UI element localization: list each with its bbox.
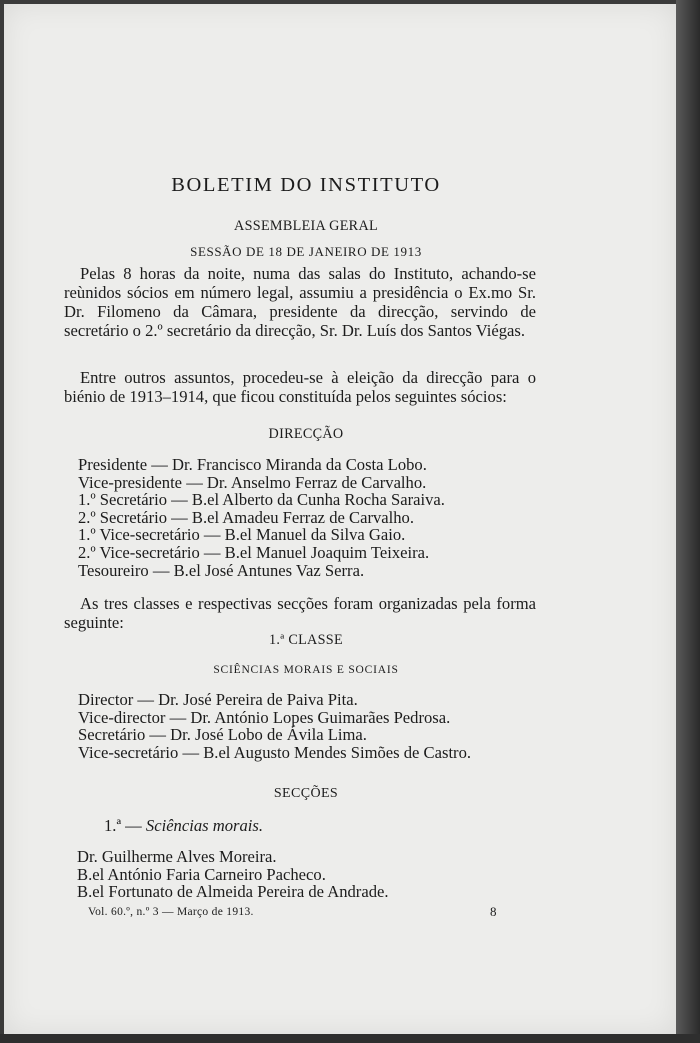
officer-item: Vice-director — Dr. António Lopes Guimarães Pedrosa.: [78, 707, 451, 727]
members-list: [77, 848, 389, 901]
direccao-item: 2.º Vice-secretário — B.el Manuel Joaquim Teixeira.: [78, 542, 430, 562]
classe-subheading: SCIÊNCIAS MORAIS E SOCIAIS: [213, 664, 399, 676]
officer-item: Secretário — Dr. José Lobo de Ávila Lima.: [78, 725, 367, 745]
seccoes-heading: SECÇÕES: [273, 786, 339, 801]
paragraph-classes: As tres classes e respectivas secções foram organizadas pela forma seguinte:: [64, 594, 536, 632]
member-item: B.el António Faria Carneiro Pacheco.: [77, 864, 326, 884]
section-heading: ASSEMBLEIA GERAL: [234, 218, 378, 234]
classe-officers-list: [78, 691, 471, 761]
member-item: B.el Fortunato de Almeida Pereira de Andrade.: [77, 882, 389, 902]
page-number: 8: [490, 904, 497, 919]
page-title: BOLETIM DO INSTITUTO: [171, 174, 441, 196]
subsection-number: 1.ª —: [104, 816, 146, 835]
book-spine: [676, 0, 700, 1043]
page-bottom-edge: [0, 1034, 700, 1043]
direccao-item: Presidente — Dr. Francisco Miranda da Costa Lobo.: [78, 455, 427, 474]
subsection-heading: [104, 816, 263, 836]
classe-heading: 1.ª CLASSE: [269, 632, 343, 648]
direccao-heading: DIRECÇÃO: [268, 426, 344, 442]
officer-item: Director — Dr. José Pereira de Paiva Pita.: [78, 690, 358, 709]
subsection-title: Sciências morais.: [145, 816, 263, 835]
paragraph-election: Entre outros assuntos, procedeu-se à eleição da direcção para o biénio de 1913–1914, que ficou constituída pelos seguintes sócios:: [64, 368, 536, 406]
direccao-list: [78, 456, 445, 579]
direccao-item: Vice-presidente — Dr. Anselmo Ferraz de Carvalho.: [78, 472, 427, 492]
paragraph-opening: Pelas 8 horas da noite, numa das salas do Instituto, achando-se reùnidos sócios em número legal, assumiu a presidência o Ex.mo Sr. Dr. Filomeno da Câmara, presidente da direcção, servindo de secretário o 2.º secretário da direcção, Sr. Dr. Luís dos Santos Viégas.: [64, 264, 536, 340]
direccao-item: 1.º Vice-secretário — B.el Manuel da Silva Gaio.: [78, 525, 406, 545]
direccao-item: Tesoureiro — B.el José Antunes Vaz Serra.: [78, 560, 365, 580]
direccao-item: 2.º Secretário — B.el Amadeu Ferraz de Carvalho.: [78, 507, 414, 527]
session-heading: SESSÃO DE 18 DE JANEIRO DE 1913: [190, 244, 422, 259]
officer-item: Vice-secretário — B.el Augusto Mendes Simões de Castro.: [78, 742, 472, 762]
page-footer: Vol. 60.º, n.º 3 — Março de 1913.: [88, 906, 254, 918]
member-item: Dr. Guilherme Alves Moreira.: [77, 847, 277, 866]
direccao-item: 1.º Secretário — B.el Alberto da Cunha Rocha Saraiva.: [78, 490, 445, 510]
